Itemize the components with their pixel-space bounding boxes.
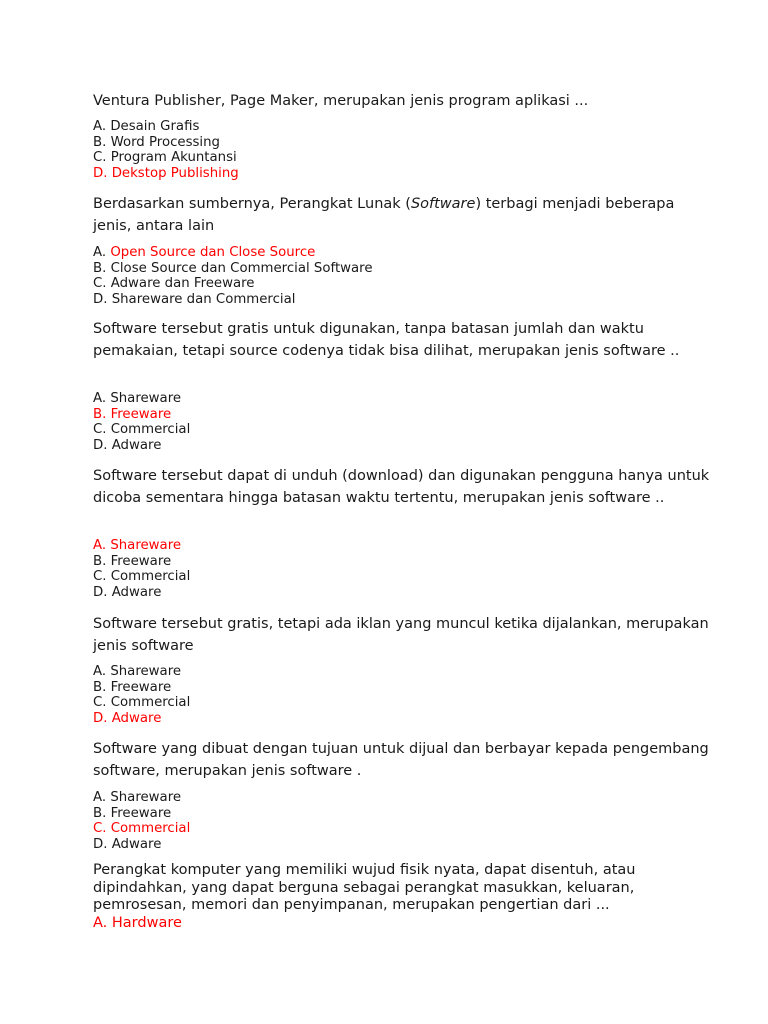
option-6d: D. Adware [93, 836, 162, 852]
question-7-text: Perangkat komputer yang memiliki wujud fisik nyata, dapat disentuh, atau dipindahkan, yang dapat berguna sebagai perangkat masukkan, keluaran, pemrosesan, memori dan penyimpanan, merupakan pengertian dari ... [93, 862, 636, 913]
question-7-block [93, 862, 713, 932]
option-3c: C. Commercial [93, 422, 191, 437]
option-5d-answer: D. Adware [93, 710, 162, 726]
option-5c: C. Commercial [93, 695, 191, 710]
option-7a-answer: A. Hardware [93, 914, 182, 931]
question-6-options [93, 790, 190, 852]
option-1b: B. Word Processing [93, 134, 220, 150]
option-3d: D. Adware [93, 437, 162, 453]
option-4a-answer: A. Shareware [93, 538, 182, 553]
question-4-text: Software tersebut dapat di unduh (download) dan digunakan pengguna hanya untuk dicoba sementara hingga batasan waktu tertentu, merupakan jenis software .. [93, 468, 710, 506]
option-4b: B. Freeware [93, 553, 172, 569]
option-3b-answer: B. Freeware [93, 406, 172, 422]
option-2d: D. Shareware dan Commercial [93, 291, 296, 307]
question-2-text [93, 193, 713, 237]
option-2a-rest: Open Source dan Close Source [106, 245, 316, 260]
option-5a: A. Shareware [93, 664, 182, 679]
option-2a-answer [93, 245, 373, 261]
question-1-options [93, 119, 239, 181]
option-3a: A. Shareware [93, 391, 182, 406]
option-6b: B. Freeware [93, 805, 172, 821]
question-2-text-italic: Software [410, 196, 476, 212]
option-2a-prefix: A. [93, 245, 107, 260]
option-2c: C. Adware dan Freeware [93, 276, 255, 291]
question-4-options [93, 538, 190, 600]
question-3-options [93, 391, 190, 453]
option-4d: D. Adware [93, 584, 162, 600]
option-2b: B. Close Source dan Commercial Software [93, 260, 373, 276]
question-2-text-after: ) terbagi menjadi beberapa jenis, antara lain [93, 196, 675, 234]
option-6c-answer: C. Commercial [93, 821, 191, 836]
question-5-text: Software tersebut gratis, tetapi ada iklan yang muncul ketika dijalankan, merupakan jenis software [93, 616, 709, 654]
question-2-options [93, 245, 373, 307]
question-3-text: Software tersebut gratis untuk digunakan, tanpa batasan jumlah dan waktu pemakaian, tetapi source codenya tidak bisa dilihat, merupakan jenis software .. [93, 321, 680, 359]
option-1d-answer: D. Dekstop Publishing [93, 165, 239, 181]
option-5b: B. Freeware [93, 679, 172, 695]
question-1-text: Ventura Publisher, Page Maker, merupakan jenis program aplikasi ... [93, 93, 589, 109]
option-6a: A. Shareware [93, 790, 182, 805]
question-2-text-before: Berdasarkan sumbernya, Perangkat Lunak ( [93, 196, 411, 212]
question-6-text: Software yang dibuat dengan tujuan untuk dijual dan berbayar kepada pengembang software, merupakan jenis software . [93, 741, 709, 779]
option-1a: A. Desain Grafis [93, 119, 200, 134]
option-4c: C. Commercial [93, 569, 191, 584]
option-1c: C. Program Akuntansi [93, 150, 237, 165]
question-5-options [93, 664, 190, 726]
